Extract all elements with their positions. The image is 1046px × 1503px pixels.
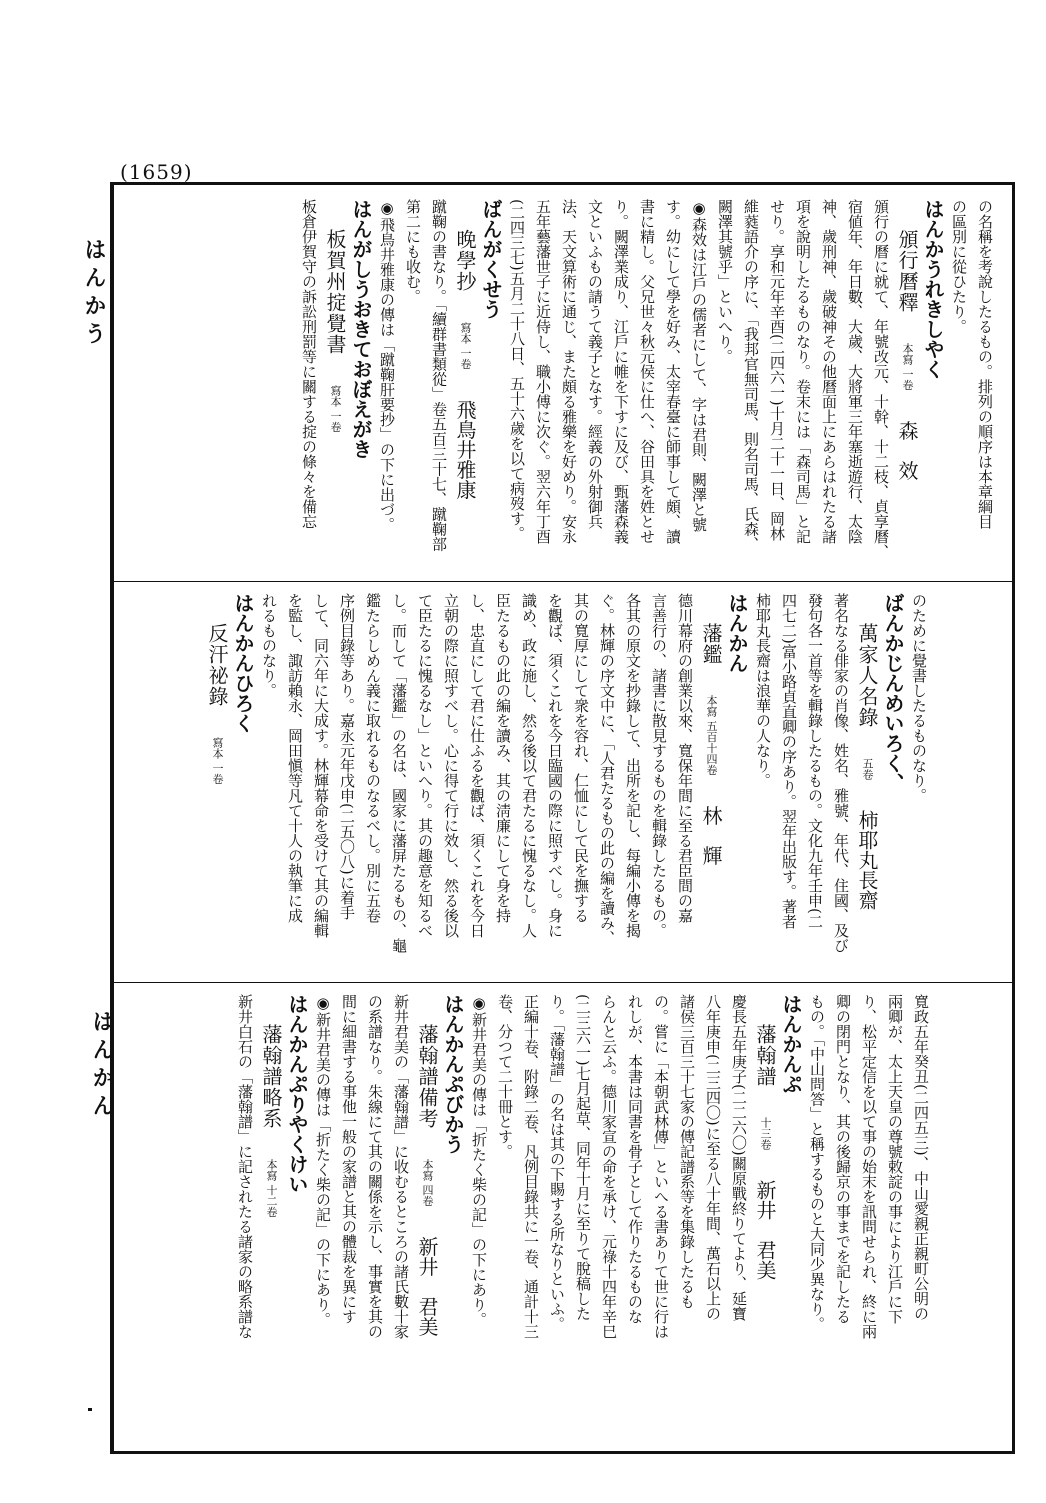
text-line: れしが、本書は同書を骨子として作りたるものな	[626, 994, 644, 1324]
page-number: (1659)	[120, 160, 193, 184]
text-line: (二三六一)七月起草、同年十月に至りて脫稿した	[574, 994, 592, 1321]
entry-author: 新井 君美	[753, 1180, 777, 1280]
text-line: らんと云ふ。德川家宣の命を承け、元祿十四年辛巳	[600, 994, 618, 1339]
text-line: 項を說明したるものなり。卷末には「森司馬」と記	[794, 199, 812, 544]
text-line: 言善行の、諸書に散見するものを輯錄したるもの。	[650, 593, 668, 938]
text-line: 卷、分つて二十冊とす。	[496, 994, 514, 1159]
text-line: 兩卿が、太上天皇の尊號敕諚の事により江戶に下	[886, 994, 904, 1324]
section-divider-1	[113, 581, 1012, 582]
text-line: 法、天文算術に通じ、また頗る雅樂を好めり。安永	[560, 199, 578, 544]
entry-volume: 寫本 一卷	[211, 737, 224, 785]
entry-heading: はんかんぷびかう	[441, 994, 465, 1154]
text-line: 其の寬厚にして衆を容れ、仁恤にして民を撫する	[572, 593, 590, 923]
text-line: を監し、諏訪賴永、岡田愼等凡て十人の執筆に成	[286, 593, 304, 923]
text-line: す。幼にして學を好み、太宰春臺に師事して頗、讀	[664, 199, 682, 544]
entry-title: 頒行曆釋	[895, 229, 919, 313]
entry-heading: はんかん	[725, 593, 749, 673]
text-line: 卿の閉門となり、其の後歸京の事までを記したる	[834, 994, 852, 1324]
text-line: もの。「中山問答」と稱するものと大同少異なり。	[808, 994, 826, 1332]
text-line: て臣たるに愧るなし」といへり。其の趣意を知るべ	[416, 593, 434, 938]
entry-title: 萬家人名錄	[855, 623, 879, 728]
entry-title: 藩翰譜	[753, 1024, 777, 1087]
section-divider-2	[113, 982, 1012, 983]
text-line: 序例目錄等あり。嘉永元年戊申(二五〇八)に着手	[338, 593, 356, 920]
text-line: を觀ば、須くこれを今日臨國の際に照すべし。身に	[546, 593, 564, 938]
entry-heading: はんかんぷ	[779, 994, 803, 1094]
entry-title: 晚學抄	[453, 229, 477, 292]
text-line: 著名なる俳家の肖像、姓名、雅號、年代、住國、及び	[832, 593, 850, 953]
text-line: して、同六年に大成す。林輝幕命を受けて其の編輯	[312, 593, 330, 938]
text-line: し、忠直にして君に仕ふるを觀ば、須くこれを今日	[468, 593, 486, 938]
text-line: ◉新井君美の傳は「折たく柴の記」の下にあり。	[314, 994, 332, 1327]
stray-mark	[88, 1408, 92, 1411]
text-line: り。「藩翰譜」の名は其の下賜する所なりといふ。	[548, 994, 566, 1332]
text-line: 闕澤其號乎」といへり。	[716, 199, 734, 364]
text-line: の系譜なり。朱線にて其の關係を示し、事實を其の	[366, 994, 384, 1339]
upper-intro-1: の名稱を考說したるもの。排列の順序は本章綱目	[976, 199, 994, 529]
text-line: 識め、政に施し、然る後以て君たるに愧るなし。人	[520, 593, 538, 938]
entry-heading: はんがしうおきておぼえがき	[349, 199, 373, 459]
text-line: 諸侯三百三十七家の傳記譜系等を集錄したるも	[678, 994, 696, 1309]
text-line: 神、歲刑神、歲破神その他曆面上にあらはれたる諸	[820, 199, 838, 544]
text-line: 發句各一首等を輯錄したるもの。文化九年壬申(二	[806, 593, 824, 929]
entry-author: 林 輝	[699, 805, 723, 866]
text-line: ◉森效は江戶の儒者にして、字は君則、闕澤と號	[690, 199, 708, 532]
entry-volume: 寫本 一卷	[459, 322, 472, 370]
text-line: 立朝の際に照すべし。心に得て行に效し、然る後以	[442, 593, 460, 938]
entry-volume: 本寫 一卷	[901, 343, 914, 391]
text-line: 蹴鞠の書なり。「續群書類從」卷五百三十七、蹴鞠部	[430, 199, 448, 552]
frame-line	[113, 185, 114, 1451]
lower-section	[120, 994, 934, 1444]
text-line: の。嘗に「本朝武林傳」といへる書ありて世に行は	[652, 994, 670, 1339]
text-line: せり。享和元年辛酉(二四六一)十月二十一日、岡林	[768, 199, 786, 541]
text-line: 德川幕府の創業以來、寬保年間に至る君臣間の嘉	[676, 593, 694, 923]
text-line: 寬政五年癸丑(二四五三)、中山愛親正親町公明の	[912, 994, 930, 1321]
entry-author: 飛鳥井雅康	[453, 399, 477, 500]
entry-volume: 本寫 五百十四卷	[705, 695, 718, 776]
entry-heading: はんかんひろく	[231, 593, 255, 733]
entry-title: 藩翰譜略系	[259, 1024, 283, 1129]
text-line: ◉飛鳥井雅康の傳は「蹴鞠肝要抄」の下に出づ。	[378, 199, 396, 532]
text-line: 宿値年、年日數、大歲、大將軍三年塞逝遊行、太陰	[846, 199, 864, 544]
text-line: 文といふもの請うて義子となす。經義の外射御兵	[586, 199, 604, 529]
side-label-hankan: はんかん	[89, 1010, 114, 1122]
text-line: り、松平定信を以て事の始末を訊問せられ、終に兩	[860, 994, 878, 1339]
entry-volume: 五卷	[861, 758, 874, 780]
entry-volume: 本寫 四卷	[421, 1159, 434, 1207]
entry-title: 藩鑑	[699, 623, 723, 665]
page-frame	[110, 182, 1015, 1454]
text-line: 維蕤語介の序に、「我邦官無司馬、則名司馬、氏森、	[742, 199, 760, 552]
entry-title: 藩翰譜備考	[415, 1024, 439, 1129]
text-line: 板倉伊賀守の訴訟刑罰等に關する掟の條々を備忘	[300, 199, 318, 529]
entry-author: 新井 君美	[415, 1236, 439, 1337]
text-line: 八年庚申(二三四〇)に至る八十年間、萬石以上の	[704, 994, 722, 1321]
upper-intro-2: の區別に從ひたり。	[950, 199, 968, 334]
text-line: 頒行の曆に就て、年號改元、十幹、十二枝、貞享曆、	[872, 199, 890, 559]
text-line: ◉新井君美の傳は「折たく柴の記」の下にあり。	[470, 994, 488, 1327]
text-line: 鑑たらしめん義に取れるものなるべし。別に五卷	[364, 593, 382, 923]
text-line: 第二にも收む。	[404, 199, 422, 304]
text-line: れるものなり。	[260, 593, 278, 698]
side-label-hankou: はんかう	[81, 238, 106, 350]
text-line: 臣たるもの此の編を讀み、其の淸廉にして身を持	[494, 593, 512, 923]
entry-heading: ばんかじんめいろく、	[881, 593, 905, 793]
text-line: のために覺書したるものなり。	[910, 593, 928, 803]
text-line: 各其の原文を抄錄して、出所を記し、每編小傳を揭	[624, 593, 642, 938]
text-line: り。闕澤業成り、江戶に帷を下すに及び、甄藩森義	[612, 199, 630, 544]
middle-section	[130, 593, 932, 971]
text-line: (二四三七)五月二十八日、五十六歲を以て病歿す。	[508, 199, 526, 541]
text-line: 書に精し。父兄世々秋元侯に仕へ、谷田具を姓とせ	[638, 199, 656, 544]
text-line: ぐ。林輝の序文中に、「人君たるもの此の編を讀み、	[598, 593, 616, 946]
entry-title: 反汗祕錄	[205, 623, 229, 707]
entry-volume: 本寫 十二卷	[265, 1159, 278, 1218]
entry-author: 柿耶丸長齋	[855, 810, 879, 910]
entry-author: 森 效	[895, 420, 919, 481]
text-line: 四七二)富小路貞直卿の序あり。翌年出版す。著者	[780, 593, 798, 929]
entry-heading: はんかんぷりやくけい	[285, 994, 309, 1194]
text-line: 新井白石の「藩翰譜」に記されたる諸家の略系譜な	[236, 994, 254, 1339]
text-line: 慶長五年庚子(二二六〇)關原戰終りてより、延寶	[730, 994, 748, 1321]
entry-title: 板賀州掟覺書	[323, 229, 347, 355]
text-line: 間に細書する事他一般の家譜と其の體裁を異にす	[340, 994, 358, 1324]
entry-volume: 寫本 一卷	[329, 385, 342, 433]
text-line: 五年藝藩世子に近侍し、職小傅に次ぐ。翌六年丁酉	[534, 199, 552, 544]
upper-section	[130, 199, 998, 569]
entry-heading: はんかうれきしやく	[921, 199, 945, 379]
text-line: 柿耶丸長齋は浪華の人なり。	[754, 593, 772, 788]
entry-volume: 十三卷	[759, 1117, 772, 1150]
text-line: し。而して「藩鑑」の名は、國家に藩屏たるもの、龜	[390, 593, 408, 953]
entry-heading: ばんがくせう	[479, 199, 503, 319]
text-line: 正編十卷、附錄二卷、凡例目錄共に一卷、通計十三	[522, 994, 540, 1339]
text-line: 新井君美の「藩翰譜」に收むるところの諸氏數十家	[392, 994, 410, 1339]
